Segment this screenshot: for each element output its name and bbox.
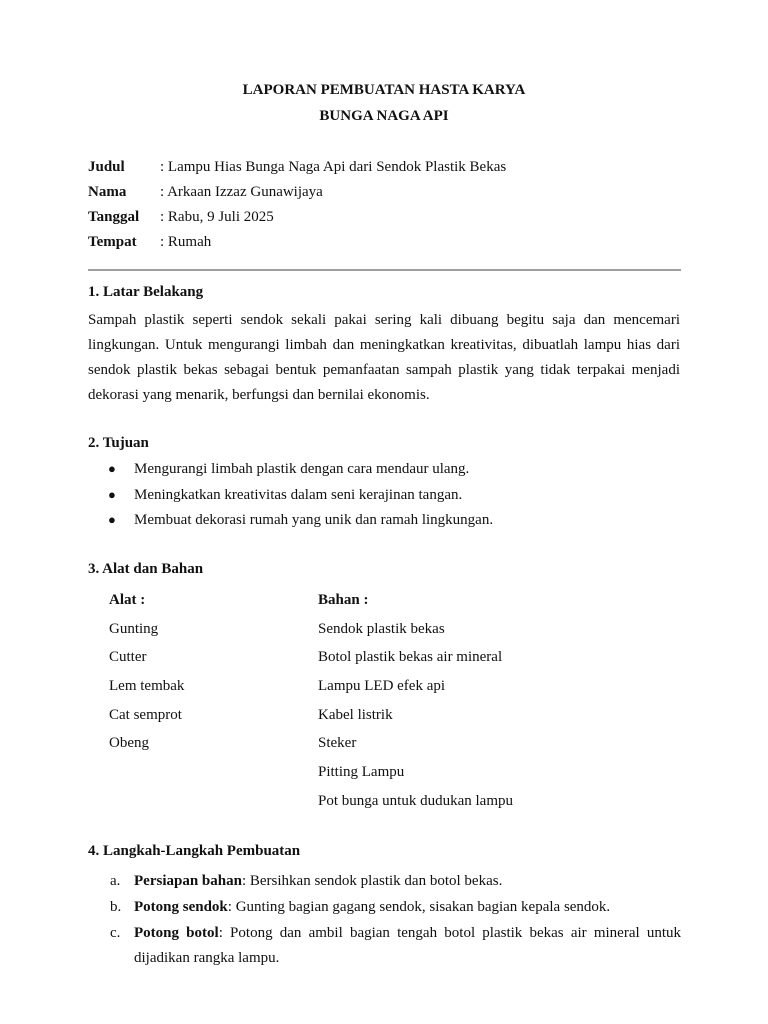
list-item: Sendok plastik bekas (318, 620, 445, 637)
meta-value: : Rabu, 9 Juli 2025 (160, 209, 274, 225)
list-item (108, 510, 493, 536)
step-title: Persiapan bahan (134, 873, 242, 889)
list-item (110, 921, 681, 971)
step-letter: a. (110, 873, 121, 889)
list-item-text: Membuat dekorasi rumah yang unik dan ramah lingkungan. (134, 512, 494, 528)
report-subtitle: BUNGA NAGA API (319, 108, 449, 124)
steps-list (110, 869, 681, 972)
bullet-icon: ● (108, 486, 116, 502)
list-item: Lem tembak (109, 678, 185, 695)
step-title: Potong sendok (134, 899, 228, 915)
latar-belakang-paragraph: Sampah plastik seperti sendok sekali pakai sering kali dibuang begitu saja dan mencemari lingkungan. Untuk mengurangi limbah dan meningkatkan kreativitas, dibuatlah lampu hias dari sendok plastik bekas sebagai bentuk pemanfaatan sampah plastik yang tidak terpakai menjadi dekorasi yang menarik, berfungsi dan bernilai ekonomis. (88, 312, 680, 403)
list-item: Gunting (109, 620, 159, 637)
step-letter: b. (110, 899, 122, 915)
meta-row-tempat (88, 232, 506, 257)
meta-key: Nama (88, 184, 127, 200)
bullet-icon: ● (108, 461, 116, 476)
alat-list (109, 590, 184, 762)
step-text (134, 869, 681, 894)
step-desc: : Potong dan ambil bagian tengah botol plastik bekas air mineral untuk dijadikan rangka lampu. (134, 925, 681, 966)
section-heading-langkah: 4. Langkah-Langkah Pembuatan (88, 843, 301, 859)
list-item (108, 485, 493, 511)
meta-key: Tanggal (88, 209, 140, 225)
step-desc: : Gunting bagian gagang sendok, sisakan bagian kepala sendok. (227, 899, 611, 915)
list-item (110, 869, 681, 894)
list-item-text: Mengurangi limbah plastik dengan cara mendaur ulang. (134, 461, 470, 477)
meta-value: : Rumah (160, 234, 212, 250)
list-item (108, 459, 493, 485)
section-heading-alat-bahan: 3. Alat dan Bahan (88, 561, 204, 577)
list-item (110, 895, 681, 920)
list-item: Kabel listrik (318, 706, 393, 723)
bahan-list (318, 590, 513, 820)
bullet-icon: ● (108, 512, 116, 527)
step-text (134, 921, 681, 971)
bahan-heading: Bahan : (318, 592, 369, 608)
meta-key: Judul (88, 159, 125, 175)
section-heading-tujuan: 2. Tujuan (88, 435, 149, 451)
list-item: Cutter (109, 649, 147, 666)
section-heading-latar-belakang: 1. Latar Belakang (88, 284, 204, 300)
report-meta (88, 157, 506, 257)
list-item-text: Meningkatkan kreativitas dalam seni kerajinan tangan. (134, 486, 463, 503)
report-title: LAPORAN PEMBUATAN HASTA KARYA (242, 82, 526, 98)
divider (88, 269, 681, 271)
alat-heading: Alat : (109, 592, 146, 608)
tujuan-list (108, 459, 493, 536)
meta-value: : Lampu Hias Bunga Naga Api dari Sendok Plastik Bekas (160, 159, 507, 175)
list-item: Cat semprot (109, 706, 182, 723)
step-desc: : Bersihkan sendok plastik dan botol bekas. (241, 873, 503, 889)
list-item: Botol plastik bekas air mineral (318, 649, 503, 666)
list-item: Pitting Lampu (318, 764, 405, 781)
step-letter: c. (110, 925, 121, 941)
meta-row-judul (88, 157, 506, 182)
step-text (134, 895, 681, 920)
meta-value: : Arkaan Izzaz Gunawijaya (160, 184, 323, 200)
step-title: Potong botol (134, 925, 219, 941)
list-item: Steker (318, 735, 357, 752)
list-item: Pot bunga untuk dudukan lampu (318, 792, 513, 809)
meta-row-tanggal (88, 207, 506, 232)
list-item: Lampu LED efek api (318, 678, 446, 695)
meta-row-nama (88, 182, 506, 207)
meta-key: Tempat (88, 234, 137, 250)
list-item: Obeng (109, 735, 149, 752)
